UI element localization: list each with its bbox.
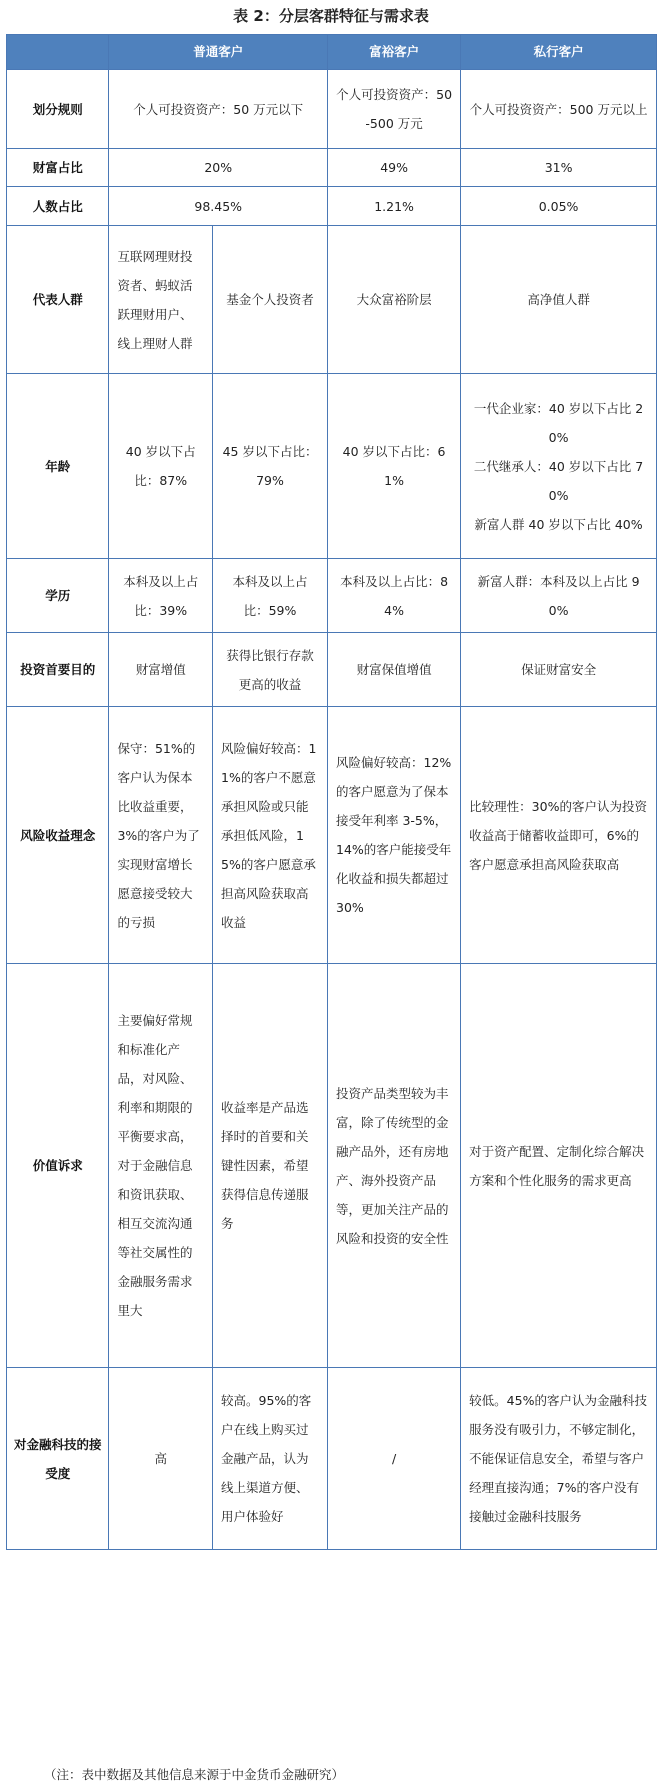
cell-rep-ordinary-a: 互联网理财投资者、蚂蚁活跃理财用户、线上理财人群: [109, 226, 213, 374]
header-ordinary-customers: 普通客户: [109, 35, 328, 70]
row-label-rule: 划分规则: [7, 70, 109, 149]
cell-age-private: [461, 374, 657, 559]
cell-age-ordinary-b: 45 岁以下占比：79%: [213, 374, 328, 559]
cell-rep-private: 高净值人群: [461, 226, 657, 374]
row-label-age: 年龄: [7, 374, 109, 559]
row-people: [7, 187, 657, 226]
cell-rep-ordinary-b: 基金个人投资者: [213, 226, 328, 374]
cell-edu-private: 新富人群：本科及以上占比 90%: [461, 559, 657, 633]
cell-goal-private: 保证财富安全: [461, 633, 657, 707]
header-row: [7, 35, 657, 70]
cell-value-ordinary-a: 主要偏好常规和标准化产品，对风险、利率和期限的平衡要求高，对于金融信息和资讯获取、相互交流沟通等社交属性的金融服务需求里大: [109, 964, 213, 1368]
row-goal: [7, 633, 657, 707]
cell-value-private: 对于资产配置、定制化综合解决方案和个性化服务的需求更高: [461, 964, 657, 1368]
row-representative: [7, 226, 657, 374]
header-affluent-customers: 富裕客户: [328, 35, 461, 70]
row-education: [7, 559, 657, 633]
cell-age-affluent: 40 岁以下占比：61%: [328, 374, 461, 559]
cell-goal-affluent: 财富保值增值: [328, 633, 461, 707]
row-age: [7, 374, 657, 559]
cell-value-affluent: 投资产品类型较为丰富，除了传统型的金融产品外，还有房地产、海外投资产品等，更加关注产品的风险和投资的安全性: [328, 964, 461, 1368]
row-risk: [7, 707, 657, 964]
header-private-customers: 私行客户: [461, 35, 657, 70]
cell-risk-affluent: 风险偏好较高：12%的客户愿意为了保本接受年利率 3-5%，14%的客户能接受年化收益和损失都超过 30%: [328, 707, 461, 964]
row-rule: [7, 70, 657, 149]
cell-fintech-private: 较低。45%的客户认为金融科技服务没有吸引力，不够定制化，不能保证信息安全，希望与客户经理直接沟通；7%的客户没有接触过金融科技服务: [461, 1368, 657, 1550]
source-note: （注：表中数据及其他信息来源于中金货币金融研究）: [44, 1767, 345, 1782]
row-label-representative: 代表人群: [7, 226, 109, 374]
cell-wealth-private: 31%: [461, 149, 657, 187]
cell-rule-private: 个人可投资资产：500 万元以上: [461, 70, 657, 149]
cell-goal-ordinary-a: 财富增值: [109, 633, 213, 707]
cell-goal-ordinary-b: 获得比银行存款更高的收益: [213, 633, 328, 707]
age-private-line-3: 新富人群 40 岁以下占比 40%: [474, 516, 643, 532]
cell-fintech-ordinary-b: 较高。95%的客户在线上购买过金融产品，认为线上渠道方便、用户体验好: [213, 1368, 328, 1550]
row-label-education: 学历: [7, 559, 109, 633]
cell-fintech-affluent: /: [328, 1368, 461, 1550]
age-private-line-2: 二代继承人：40 岁以下占比 70%: [473, 458, 644, 503]
cell-edu-ordinary-b: 本科及以上占比：59%: [213, 559, 328, 633]
cell-edu-affluent: 本科及以上占比：84%: [328, 559, 461, 633]
row-label-wealth: 财富占比: [7, 149, 109, 187]
cell-age-ordinary-a: 40 岁以下占比：87%: [109, 374, 213, 559]
cell-people-ordinary: 98.45%: [109, 187, 328, 226]
row-label-fintech: 对金融科技的接受度: [7, 1368, 109, 1550]
cell-risk-private: 比较理性：30%的客户认为投资收益高于储蓄收益即可，6%的客户愿意承担高风险获取高: [461, 707, 657, 964]
table-title: 表 2：分层客群特征与需求表: [233, 7, 429, 25]
cell-risk-ordinary-b: 风险偏好较高：11%的客户不愿意承担风险或只能承担低风险，15%的客户愿意承担高风险获取高收益: [213, 707, 328, 964]
row-label-value: 价值诉求: [7, 964, 109, 1368]
cell-wealth-ordinary: 20%: [109, 149, 328, 187]
customer-segment-table: [6, 34, 657, 1550]
row-value: [7, 964, 657, 1368]
cell-rep-affluent: 大众富裕阶层: [328, 226, 461, 374]
cell-value-ordinary-b: 收益率是产品选择时的首要和关键性因素，希望获得信息传递服务: [213, 964, 328, 1368]
age-private-line-1: 一代企业家：40 岁以下占比 20%: [473, 400, 644, 445]
cell-wealth-affluent: 49%: [328, 149, 461, 187]
row-fintech: [7, 1368, 657, 1550]
cell-fintech-ordinary-a: 高: [109, 1368, 213, 1550]
cell-people-private: 0.05%: [461, 187, 657, 226]
cell-risk-ordinary-a: 保守：51%的客户认为保本比收益重要，3%的客户为了实现财富增长愿意接受较大的亏损: [109, 707, 213, 964]
row-label-goal: 投资首要目的: [7, 633, 109, 707]
header-blank: [7, 35, 109, 70]
row-label-risk: 风险收益理念: [7, 707, 109, 964]
cell-rule-ordinary: 个人可投资资产：50 万元以下: [109, 70, 328, 149]
cell-rule-affluent: 个人可投资资产：50-500 万元: [328, 70, 461, 149]
cell-people-affluent: 1.21%: [328, 187, 461, 226]
row-wealth: [7, 149, 657, 187]
cell-edu-ordinary-a: 本科及以上占比：39%: [109, 559, 213, 633]
row-label-people: 人数占比: [7, 187, 109, 226]
